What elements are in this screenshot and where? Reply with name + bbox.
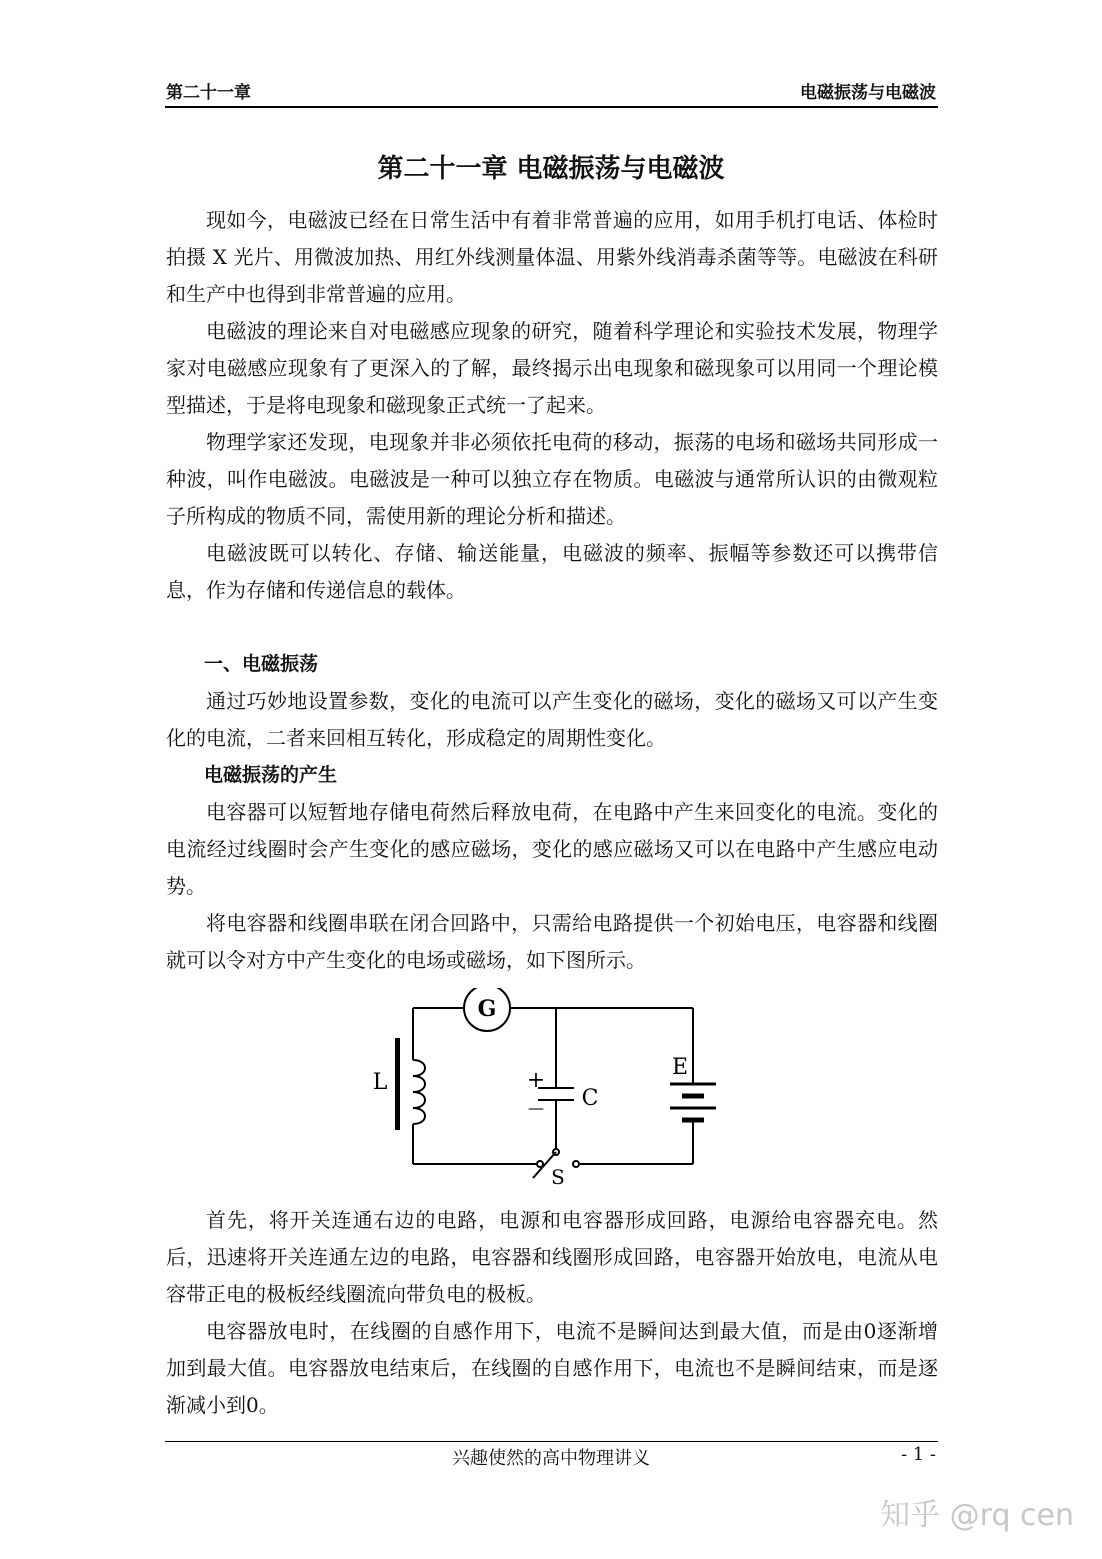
intro-paragraph: 电磁波的理论来自对电磁感应现象的研究，随着科学理论和实验技术发展，物理学家对电磁感应现象有了更深入的了解，最终揭示出电现象和磁现象可以用同一个理论模型描述，于是将电现象和磁现象正式统一了起来。 [166, 319, 938, 417]
galvanometer-label: G [477, 996, 497, 1022]
section-heading: 一、电磁振荡 [204, 653, 319, 675]
footer-divider [165, 1441, 938, 1442]
switch-right-contact [573, 1161, 579, 1167]
section-paragraph: 电容器可以短暂地存储电荷然后释放电荷，在电路中产生来回变化的电流。变化的电流经过线圈时会产生变化的感应磁场，变化的感应磁场又可以在电路中产生感应电动势。 [166, 800, 938, 898]
negative-sign: — [528, 1098, 544, 1117]
intro-paragraph: 现如今，电磁波已经在日常生活中有着非常普遍的应用，如用手机打电话、体检时拍摄 X 光片、用微波加热、用红外线测量体温、用紫外线消毒杀菌等等。电磁波在科研和生产中也得到非常普遍的应用。 [166, 208, 938, 306]
inductor-coil-icon [413, 1060, 425, 1124]
header-divider [165, 106, 938, 108]
footer-title: 兴趣使然的高中物理讲义 [452, 1448, 650, 1469]
section-1-block [166, 646, 938, 979]
positive-sign: + [526, 1068, 546, 1093]
switch-left-contact [537, 1161, 543, 1167]
inductor-label: L [372, 1070, 388, 1095]
intro-block [166, 202, 938, 609]
lc-circuit-diagram [358, 988, 728, 1188]
switch-label: S [551, 1165, 565, 1188]
explanation-paragraph: 首先，将开关连通右边的电路，电源和电容器形成回路，电源给电容器充电。然后，迅速将开关连通左边的电路，电容器和线圈形成回路，电容器开始放电，电流从电容带正电的极板经线圈流向带负电的极板。 [166, 1208, 938, 1306]
battery-label: E [671, 1055, 689, 1080]
page-number: - 1 - [900, 1444, 936, 1465]
intro-paragraph: 电磁波既可以转化、存储、输送能量，电磁波的频率、振幅等参数还可以携带信息，作为存储和传递信息的载体。 [166, 541, 938, 602]
sub-heading: 电磁振荡的产生 [204, 764, 338, 786]
page-title: 第二十一章 电磁振荡与电磁波 [377, 154, 725, 184]
explanation-paragraph: 电容器放电时，在线圈的自感作用下，电流不是瞬间达到最大值，而是由0逐渐增加到最大值。电容器放电结束后，在线圈的自感作用下，电流也不是瞬间结束，而是逐渐减小到0。 [166, 1319, 938, 1417]
header-chapter: 第二十一章 [166, 83, 251, 103]
watermark: 知乎 @rq cen [880, 1498, 1074, 1533]
section-paragraph: 将电容器和线圈串联在闭合回路中，只需给电路提供一个初始电压，电容器和线圈就可以令对方中产生变化的电场或磁场，如下图所示。 [166, 911, 938, 972]
explanation-block [166, 1202, 938, 1424]
section-paragraph: 通过巧妙地设置参数，变化的电流可以产生变化的磁场，变化的磁场又可以产生变化的电流，二者来回相互转化，形成稳定的周期性变化。 [166, 689, 938, 750]
header-topic: 电磁振荡与电磁波 [800, 83, 936, 103]
capacitor-label: C [581, 1086, 599, 1111]
intro-paragraph: 物理学家还发现，电现象并非必须依托电荷的移动，振荡的电场和磁场共同形成一种波，叫作电磁波。电磁波是一种可以独立存在物质。电磁波与通常所认识的由微观粒子所构成的物质不同，需使用新的理论分析和描述。 [166, 430, 938, 528]
inductor-core [395, 1038, 400, 1130]
